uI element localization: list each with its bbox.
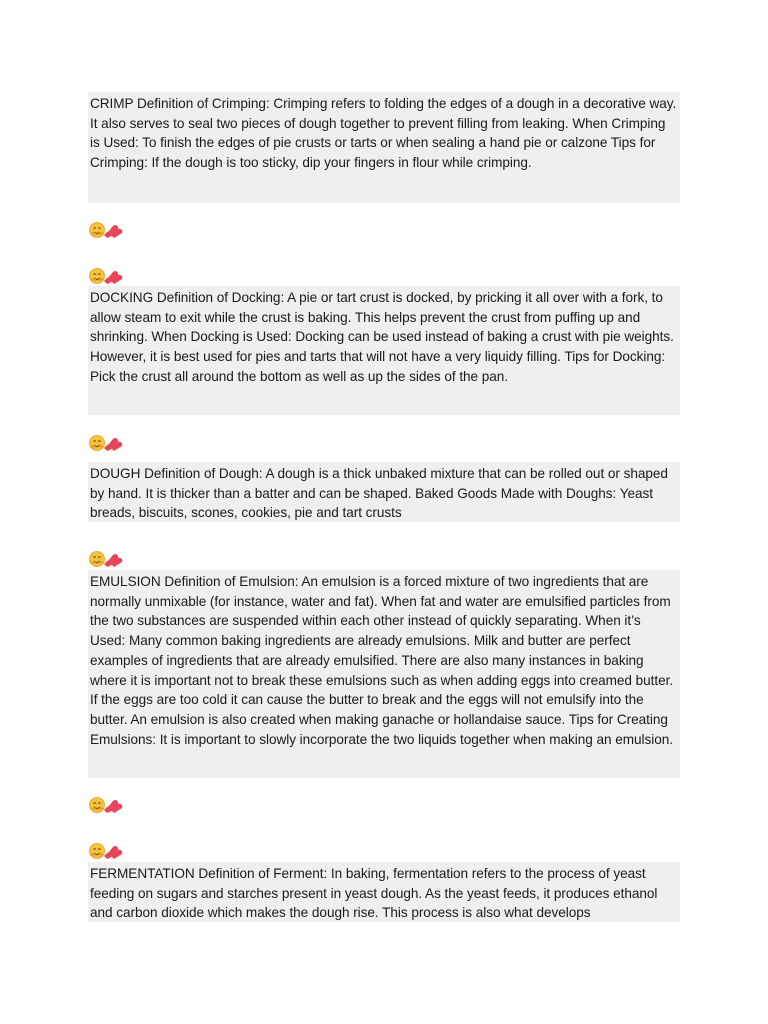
entry-docking <box>88 286 680 415</box>
entry-crimp <box>88 92 680 203</box>
entry-text: DOCKING Definition of Docking: A pie or tart crust is docked, by pricking it all over with a fork, to allow steam to exit while the crust is baking. This helps prevent the crust from puffing up and shrinking. When Docking is Used: Docking can be used instead of baking a crust with pie weights. However, it is best used for pies and tarts that will not have a very liquidy filling. Tips for Docking: Pick the crust all around the bottom as well as up the sides of the pan. <box>90 290 674 384</box>
hugging-heart-emoji-icon <box>88 220 124 240</box>
hugging-heart-emoji-icon <box>88 266 124 286</box>
entry-text: CRIMP Definition of Crimping: Crimping refers to folding the edges of a dough in a decorative way. It also serves to seal two pieces of dough together to prevent filling from leaking. When Crimping is Used: To finish the edges of pie crusts or tarts or when sealing a hand pie or calzone Tips for Crimping: If the dough is too sticky, dip your fingers in flour while crimping. <box>90 96 677 171</box>
entry-text: DOUGH Definition of Dough: A dough is a thick unbaked mixture that can be rolled out or shaped by hand. It is thicker than a batter and can be shaped. Baked Goods Made with Doughs: Yeast breads, biscuits, scones, cookies, pie and tart crusts <box>90 466 668 521</box>
hugging-heart-emoji-icon <box>88 549 124 569</box>
entry-emulsion <box>88 570 680 778</box>
entry-dough <box>88 462 680 522</box>
entry-text: FERMENTATION Definition of Ferment: In baking, fermentation refers to the process of yeast feeding on sugars and starches present in yeast dough. As the yeast feeds, it produces ethanol and carbon dioxide which makes the dough rise. This process is also what develops <box>90 866 658 921</box>
entry-text: EMULSION Definition of Emulsion: An emulsion is a forced mixture of two ingredients that are normally unmixable (for instance, water and fat). When fat and water are emulsified particles from the two substances are suspended within each other instead of quickly separating. When it’s Used: Many common baking ingredients are already emulsions. Milk and butter are perfect examples of ingredients that are already emulsified. There are also many instances in baking where it is important not to break these emulsions such as when adding eggs into creamed butter. If the eggs are too cold it can cause the butter to break and the eggs will not emulsify into the butter. An emulsion is also created when making ganache or hollandaise sauce. Tips for Creating Emulsions: It is important to slowly incorporate the two liquids together when making an emulsion. <box>90 574 674 747</box>
hugging-heart-emoji-icon <box>88 841 124 861</box>
hugging-heart-emoji-icon <box>88 795 124 815</box>
hugging-heart-emoji-icon <box>88 433 124 453</box>
entry-fermentation <box>88 862 680 922</box>
